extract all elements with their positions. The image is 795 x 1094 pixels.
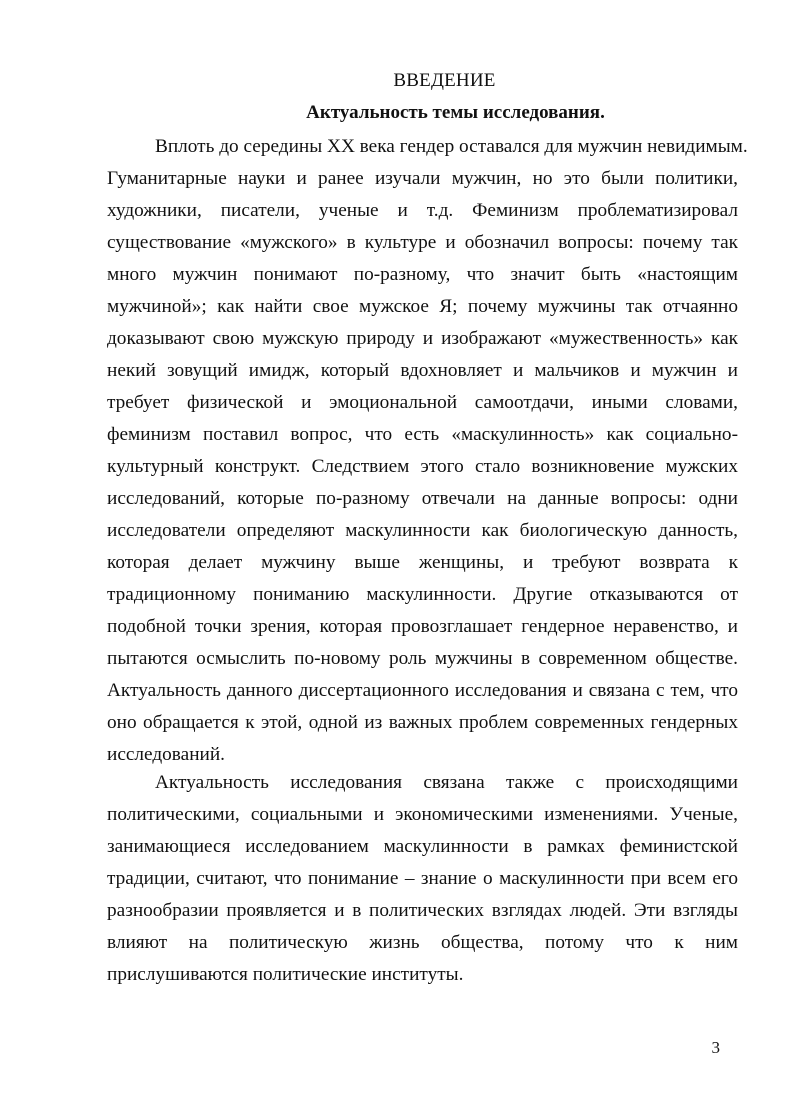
text-line: художники, писатели, ученые и т.д. Феминизм проблематизировал [107,200,738,221]
text-line: влияют на политическую жизнь общества, потому что к ним [107,932,738,953]
text-line: Вплоть до середины XX века гендер оставался для мужчин невидимым. [155,136,748,157]
text-line: традиционному пониманию маскулинности. Другие отказываются от [107,584,738,605]
text-line: исследований. [107,744,225,765]
text-line: Актуальность данного диссертационного исследования и связана с тем, что [107,680,738,701]
text-line: требует физической и эмоциональной самоотдачи, иными словами, [107,392,738,413]
chapter-title: ВВЕДЕНИЕ [393,70,496,91]
text-line: культурный конструкт. Следствием этого стало возникновение мужских [107,456,738,477]
section-title: Актуальность темы исследования. [306,102,605,123]
text-line: исследований, которые по-разному отвечали на данные вопросы: одни [107,488,738,509]
page-number: 3 [711,1038,720,1057]
text-line: подобной точки зрения, которая провозглашает гендерное неравенство, и [107,616,738,637]
text-line: которая делает мужчину выше женщины, и требуют возврата к [107,552,738,573]
text-line: занимающиеся исследованием маскулинности в рамках феминистской [107,836,738,857]
text-line: много мужчин понимают по-разному, что значит быть «настоящим [107,264,738,285]
text-line: политическими, социальными и экономическими изменениями. Ученые, [107,804,738,825]
text-line: Гуманитарные науки и ранее изучали мужчин, но это были политики, [107,168,738,189]
text-line: прислушиваются политические институты. [107,964,464,985]
text-line: оно обращается к этой, одной из важных проблем современных гендерных [107,712,738,733]
text-line: мужчиной»; как найти свое мужское Я; почему мужчины так отчаянно [107,296,738,317]
text-line: феминизм поставил вопрос, что есть «маскулинность» как социально- [107,424,738,445]
text-line: Актуальность исследования связана также с происходящими [155,772,738,793]
text-line: некий зовущий имидж, который вдохновляет и мальчиков и мужчин и [107,360,738,381]
text-line: разнообразии проявляется и в политических взглядах людей. Эти взгляды [107,900,738,921]
text-line: традиции, считают, что понимание – знание о маскулинности при всем его [107,868,738,889]
text-line: доказывают свою мужскую природу и изображают «мужественность» как [107,328,738,349]
text-line: пытаются осмыслить по-новому роль мужчины в современном обществе. [107,648,738,669]
text-line: существование «мужского» в культуре и обозначил вопросы: почему так [107,232,738,253]
text-line: исследователи определяют маскулинности как биологическую данность, [107,520,738,541]
